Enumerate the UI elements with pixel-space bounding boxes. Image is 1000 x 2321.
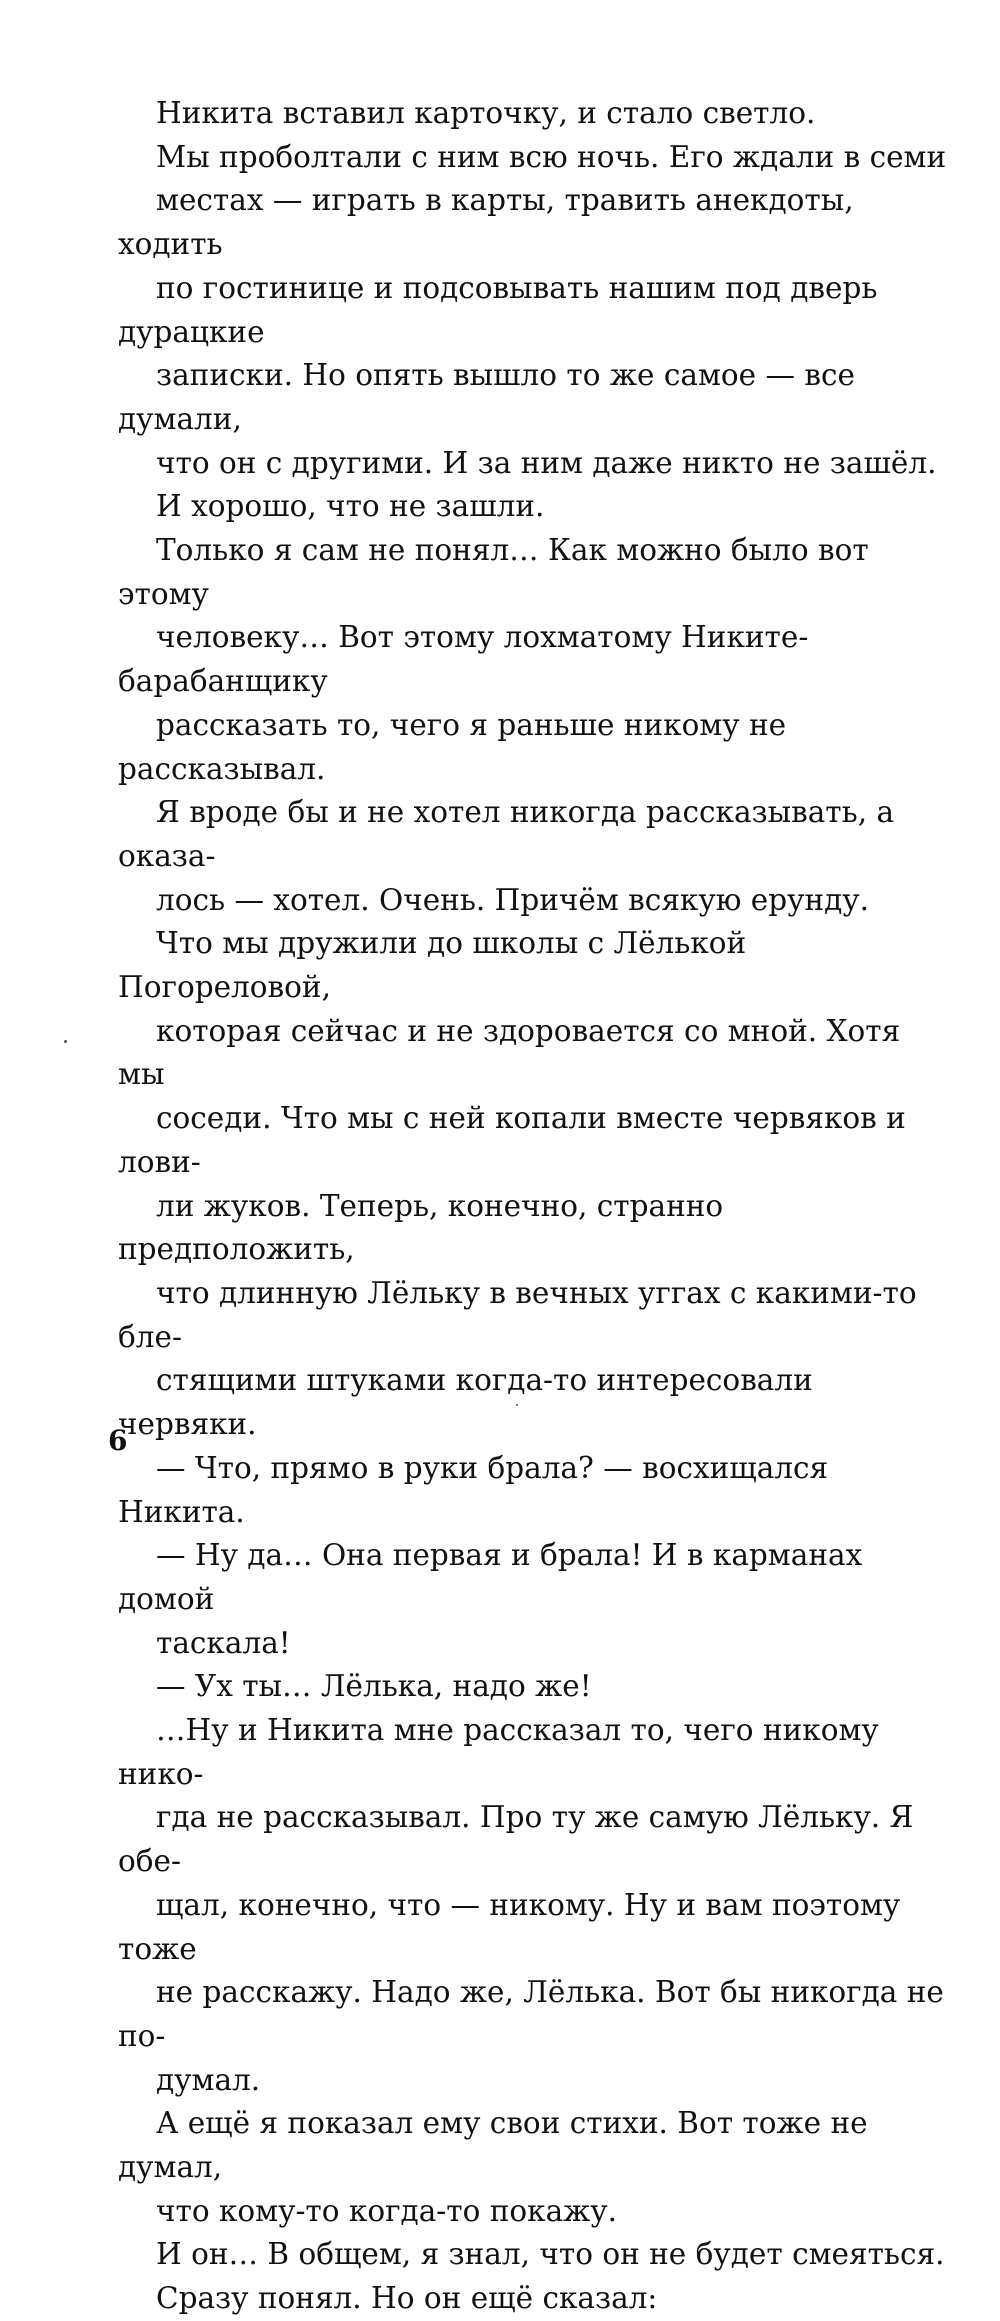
text-line: И он… В общем, я знал, что он не будет смеяться. bbox=[156, 2237, 945, 2272]
text-line: что длинную Лёльку в вечных уггах с какими-то бле- bbox=[118, 1275, 917, 1354]
text-line: рассказать то, чего я раньше никому не рассказывал. bbox=[118, 707, 787, 786]
paragraph bbox=[118, 2102, 948, 2233]
text-line: Я вроде бы и не хотел никогда рассказывать, а оказа- bbox=[118, 795, 895, 873]
text-line: не расскажу. Надо же, Лёлька. Вот бы никогда не по- bbox=[118, 1975, 944, 2053]
paragraph bbox=[118, 1447, 948, 1534]
text-line: стящими штуками когда-то интересовали червяки. bbox=[118, 1363, 813, 1442]
paragraph bbox=[118, 1709, 948, 2102]
body-text bbox=[118, 92, 948, 2321]
text-line: Сразу понял. Но он ещё сказал: bbox=[156, 2281, 658, 2316]
paragraph bbox=[118, 2233, 948, 2320]
text-line: И хорошо, что не зашли. bbox=[156, 489, 545, 524]
text-line: лось — хотел. Очень. Причём всякую ерунду. bbox=[156, 882, 870, 917]
text-line: А ещё я показал ему свои стихи. Вот тоже не думал, bbox=[118, 2106, 868, 2185]
paragraph bbox=[118, 136, 948, 486]
text-line: Что мы дружили до школы с Лёлькой Погореловой, bbox=[118, 926, 747, 1005]
text-line: человеку… Вот этому лохматому Никите-барабанщику bbox=[118, 620, 809, 699]
text-line: таскала! bbox=[156, 1625, 291, 1660]
text-line: …Ну и Никита мне рассказал то, чего никому нико- bbox=[118, 1713, 879, 1791]
print-speck bbox=[516, 1404, 518, 1406]
print-speck bbox=[64, 1040, 67, 1043]
text-line: Только я сам не понял… Как можно было вот этому bbox=[118, 533, 869, 611]
text-line: соседи. Что мы с ней копали вместе червяков и лови- bbox=[118, 1101, 906, 1179]
text-line: местах — играть в карты, травить анекдоты, ходить bbox=[118, 183, 854, 262]
text-line: по гостинице и подсовывать нашим под дверь дурацкие bbox=[118, 270, 878, 349]
text-line: что кому-то когда-то покажу. bbox=[156, 2193, 618, 2228]
paragraph bbox=[118, 1534, 948, 1665]
text-line: щал, конечно, что — никому. Ну и вам поэтому тоже bbox=[118, 1887, 901, 1966]
text-line: Мы проболтали с ним всю ночь. Его ждали в семи bbox=[156, 139, 947, 174]
text-line: — Ух ты… Лёлька, надо же! bbox=[156, 1669, 592, 1704]
text-line: которая сейчас и не здоровается со мной. Хотя мы bbox=[118, 1013, 901, 1092]
text-line: записки. Но опять вышло то же самое — все думали, bbox=[118, 358, 855, 436]
paragraph bbox=[118, 92, 948, 136]
text-line: — Ну да… Она первая и брала! И в карманах домой bbox=[118, 1538, 863, 1616]
text-line: думал. bbox=[156, 2062, 261, 2097]
text-line: что он с другими. И за ним даже никто не зашёл. bbox=[156, 445, 937, 480]
page-number: 6 bbox=[108, 1424, 128, 1457]
text-line: Никита вставил карточку, и стало светло. bbox=[156, 96, 816, 130]
text-line: — Что, прямо в руки брала? — восхищался Никита. bbox=[118, 1450, 829, 1529]
paragraph bbox=[118, 922, 948, 1446]
paragraph bbox=[118, 529, 948, 922]
text-line: ли жуков. Теперь, конечно, странно предположить, bbox=[118, 1188, 724, 1267]
paragraph bbox=[118, 1665, 948, 1709]
paragraph bbox=[118, 485, 948, 529]
text-line: гда не рассказывал. Про ту же самую Лёльку. Я обе- bbox=[118, 1800, 914, 1879]
